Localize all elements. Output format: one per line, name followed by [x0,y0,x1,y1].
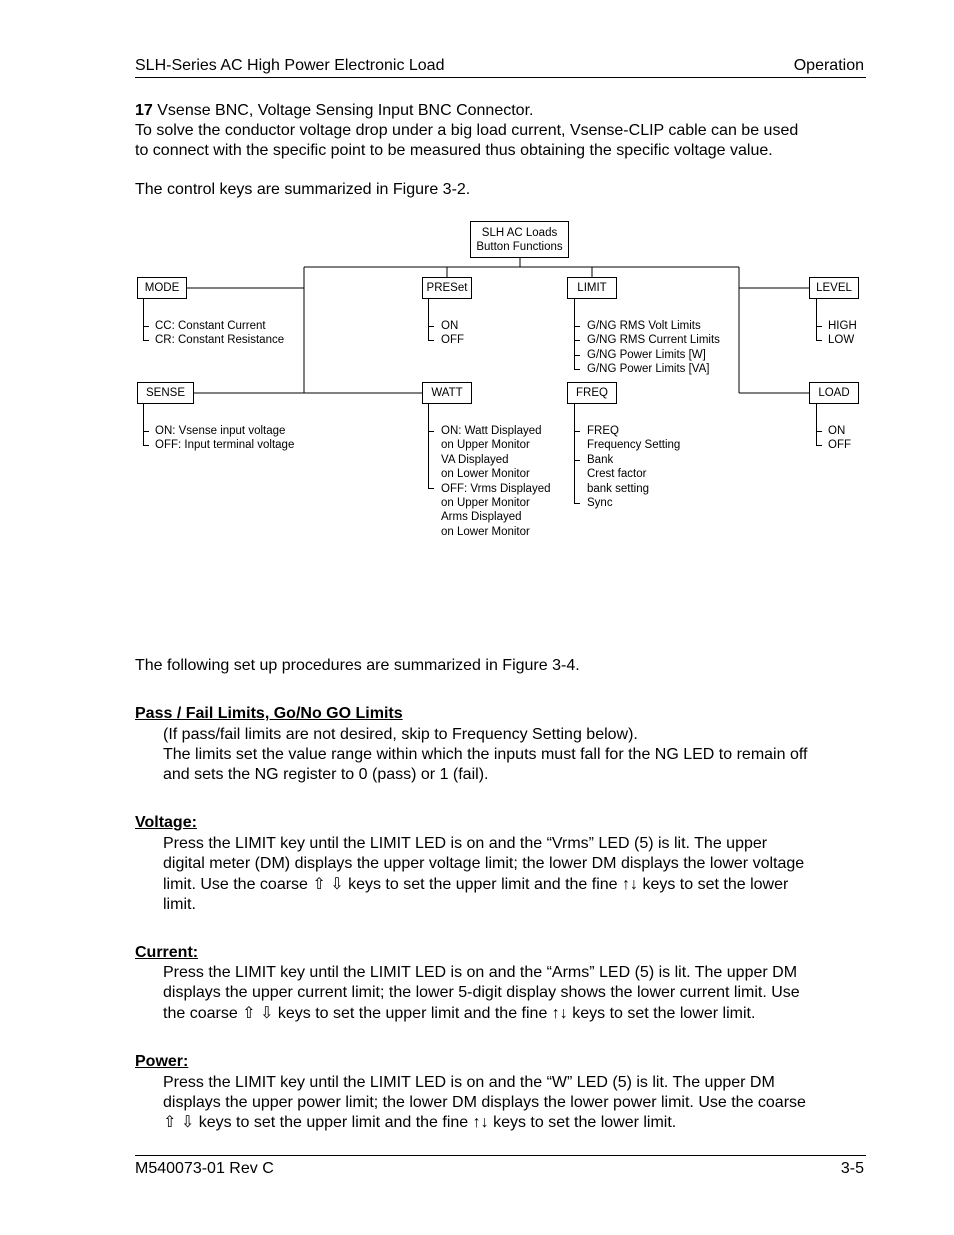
level-option: HIGH [828,320,857,332]
mode-option: CR: Constant Resistance [155,334,285,347]
mode-options [155,319,284,348]
root-line-1: SLH AC Loads [481,226,558,239]
sense-tree-line [143,404,144,445]
watt-option: ON: Watt Displayed [441,425,542,437]
diagram-root-box [470,221,569,258]
power-heading: Power: [135,1053,189,1070]
load-key-box: LOAD [809,382,859,404]
tree-tick [574,503,580,504]
limit-option: G/NG Power Limits [VA] [587,363,710,376]
watt-option: on Lower Monitor [441,525,530,538]
tree-tick [143,326,149,327]
voltage-line: Press the LIMIT key until the LIMIT LED is on and the “Vrms” LED (5) is lit. The upper [163,835,768,852]
load-tree-line [816,404,817,445]
footer-page-number: 3-5 [840,1160,864,1177]
passfail-line: and sets the NG register to 0 (pass) or 1 (fail). [163,766,489,783]
freq-option: Frequency Setting [587,439,681,452]
setup-figure-reference: The following set up procedures are summarized in Figure 3-4. [135,657,580,674]
root-line-2: Button Functions [476,240,563,253]
watt-option: OFF: Vrms Displayed [441,482,551,495]
freq-option: FREQ [587,425,619,437]
sense-key-box: SENSE [137,382,194,404]
watt-option: on Upper Monitor [441,439,530,452]
level-options [828,319,857,348]
voltage-line: limit. Use the coarse ⇧ ⇩ keys to set the upper limit and the fine ↑↓ keys to set the lower [163,876,789,893]
limit-options [587,319,720,377]
tree-tick [574,369,580,370]
mode-option: CC: Constant Current [155,320,266,332]
limit-tree-line [574,299,575,369]
limit-key-box: LIMIT [567,277,617,299]
figure-reference: The control keys are summarized in Figure 3-2. [135,181,471,198]
freq-tree-line [574,404,575,503]
watt-option: VA Displayed [441,453,509,466]
tree-tick [428,488,434,489]
power-line: ⇧ ⇩ keys to set the upper limit and the fine ↑↓ keys to set the lower limit. [163,1114,677,1131]
freq-options [587,424,680,510]
tree-tick [428,340,434,341]
tree-tick [816,445,822,446]
tree-tick [816,340,822,341]
level-key-box: LEVEL [809,277,859,299]
item-title-text: Vsense BNC, Voltage Sensing Input BNC Connector. [152,102,534,119]
freq-option: Crest factor [587,468,647,481]
current-heading: Current: [135,944,199,961]
limit-option: G/NG RMS Current Limits [587,334,720,347]
tree-tick [143,431,149,432]
mode-tree-line [143,299,144,340]
tree-tick [428,431,434,432]
current-line: the coarse ⇧ ⇩ keys to set the upper limit and the fine ↑↓ keys to set the lower limit. [163,1005,756,1022]
tree-tick [574,460,580,461]
load-option: ON [828,425,846,437]
load-option: OFF [828,439,851,452]
power-line: Press the LIMIT key until the LIMIT LED is on and the “W” LED (5) is lit. The upper DM [163,1074,775,1091]
watt-options [441,424,550,539]
watt-key-box: WATT [422,382,472,404]
passfail-line: (If pass/fail limits are not desired, skip to Frequency Setting below). [163,726,638,743]
power-line: displays the upper power limit; the lower DM displays the lower power limit. Use the coarse [163,1094,806,1111]
footer-rule [135,1155,866,1156]
sense-options [155,424,294,453]
level-option: LOW [828,334,855,347]
tree-tick [574,355,580,356]
intro-line-2: to connect with the specific point to be measured thus obtaining the specific voltage value. [135,142,773,159]
limit-option: G/NG RMS Volt Limits [587,320,701,332]
tree-tick [428,326,434,327]
freq-option: Sync [587,497,613,510]
preset-option: ON [441,320,459,332]
freq-option: bank setting [587,482,650,495]
intro-line-1: To solve the conductor voltage drop under a big load current, Vsense-CLIP cable can be used [135,122,799,139]
tree-tick [816,326,822,327]
preset-option: OFF [441,334,464,347]
mode-key-box: MODE [137,277,187,299]
watt-option: on Upper Monitor [441,497,530,510]
limit-option: G/NG Power Limits [W] [587,348,706,361]
tree-tick [143,445,149,446]
freq-option: Bank [587,453,614,466]
footer-doc-number: M540073-01 Rev C [135,1160,274,1177]
voltage-line: digital meter (DM) displays the upper voltage limit; the lower DM displays the lower voltage [163,855,805,872]
sense-option: ON: Vsense input voltage [155,425,286,437]
voltage-heading: Voltage: [135,814,197,831]
freq-key-box: FREQ [567,382,617,404]
tree-tick [143,340,149,341]
tree-tick [574,431,580,432]
level-tree-line [816,299,817,340]
current-line: displays the upper current limit; the lower 5-digit display shows the lower current limit. Use [163,984,800,1001]
item-number: 17 [135,102,153,119]
watt-tree-line [428,404,429,488]
passfail-heading: Pass / Fail Limits, Go/No GO Limits [135,705,403,722]
tree-tick [574,326,580,327]
preset-key-box: PRESet [422,277,472,299]
watt-option: on Lower Monitor [441,468,530,481]
preset-tree-line [428,299,429,340]
preset-options [441,319,464,348]
running-header-section: Operation [793,57,864,74]
tree-tick [574,340,580,341]
current-line: Press the LIMIT key until the LIMIT LED is on and the “Arms” LED (5) is lit. The upper DM [163,964,798,981]
watt-option: Arms Displayed [441,511,522,524]
load-options [828,424,851,453]
sense-option: OFF: Input terminal voltage [155,439,295,452]
passfail-line: The limits set the value range within which the inputs must fall for the NG LED to remain off [163,746,808,763]
running-header-title: SLH-Series AC High Power Electronic Load [135,57,445,74]
voltage-line: limit. [163,896,196,913]
tree-tick [816,431,822,432]
